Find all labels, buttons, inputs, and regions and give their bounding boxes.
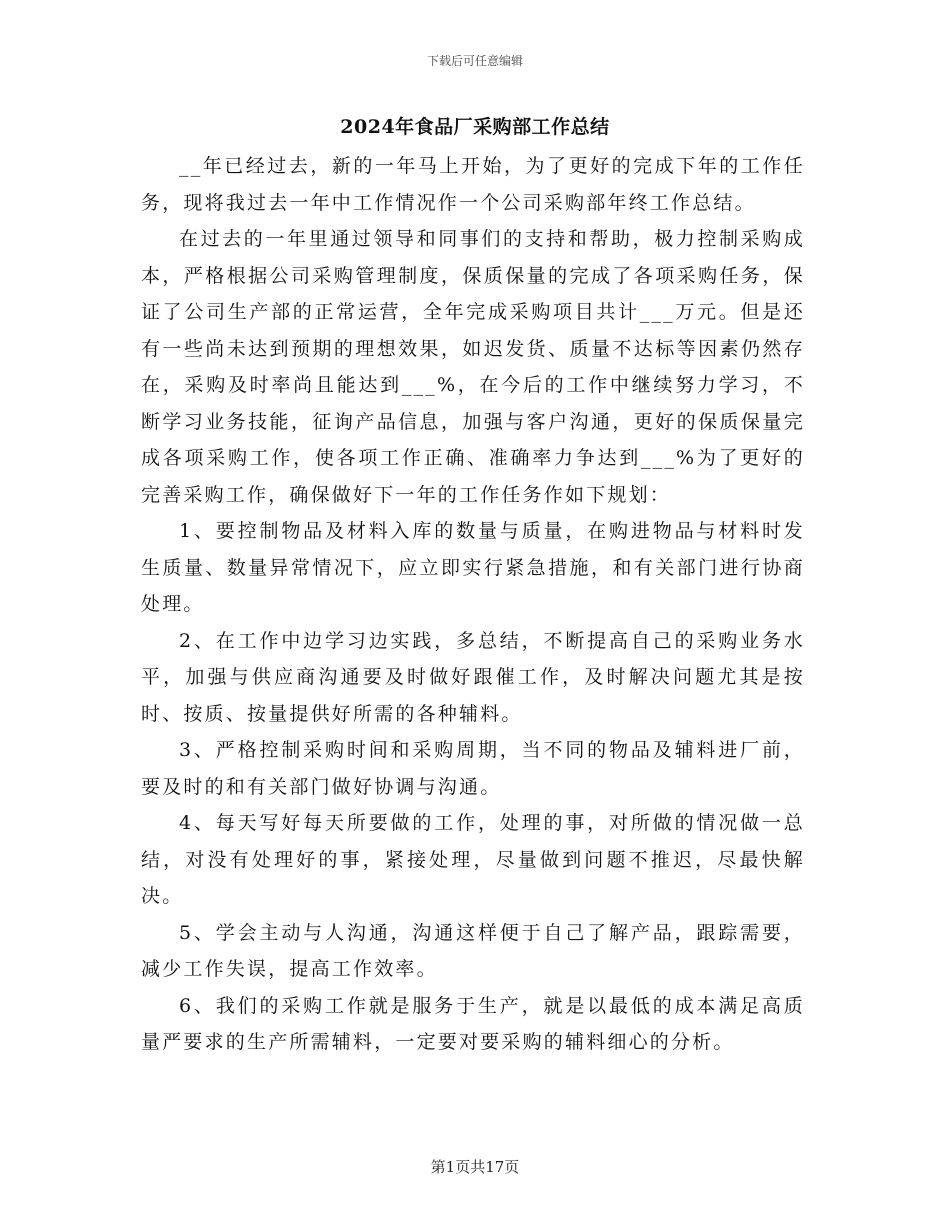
paragraph-intro: __年已经过去，新的一年马上开始，为了更好的完成下年的工作任务，现将我过去一年中工作情况作一个公司采购部年终工作总结。 bbox=[141, 155, 805, 214]
paragraph-summary: 在过去的一年里通过领导和同事们的支持和帮助，极力控制采购成本，严格根据公司采购管理制度，保质保量的完成了各项采购任务，保证了公司生产部的正常运营，全年完成采购项目共计___万元。但是还有一些尚未达到预期的理想效果，如迟发货、质量不达标等因素仍然存在，采购及时率尚且能达到___%，在今后的工作中继续努力学习，不断学习业务技能，征询产品信息，加强与客户沟通，更好的保质保量完成各项采购工作，使各项工作正确、准确率力争达到___%为了更好的完善采购工作，确保做好下一年的工作任务作如下规划： bbox=[141, 228, 805, 506]
paragraph-plan-1: 1、要控制物品及材料入库的数量与质量，在购进物品与材料时发生质量、数量异常情况下，应立即实行紧急措施，和有关部门进行协商处理。 bbox=[141, 520, 805, 615]
paragraph-plan-2: 2、在工作中边学习边实践，多总结，不断提高自己的采购业务水平，加强与供应商沟通要及时做好跟催工作，及时解决问题尤其是按时、按质、按量提供好所需的各种辅料。 bbox=[141, 629, 805, 725]
paragraph-plan-3: 3、严格控制采购时间和采购周期，当不同的物品及辅料进厂前，要及时的和有关部门做好协调与沟通。 bbox=[141, 739, 805, 798]
page-title: 2024年食品厂采购部工作总结 bbox=[340, 116, 610, 138]
paragraph-plan-6: 6、我们的采购工作就是服务于生产，就是以最低的成本满足高质量严要求的生产所需辅料，一定要对要采购的辅料细心的分析。 bbox=[141, 994, 805, 1053]
document-body bbox=[141, 148, 805, 1061]
page-number: 第1页共17页 bbox=[430, 1158, 520, 1176]
paragraph-plan-4: 4、每天写好每天所要做的工作，处理的事，对所做的情况做一总结，对没有处理好的事，紧接处理，尽量做到问题不推迟，尽最快解决。 bbox=[141, 812, 805, 907]
header-note: 下载后可任意编辑 bbox=[426, 54, 523, 68]
paragraph-plan-5: 5、学会主动与人沟通，沟通这样便于自己了解产品，跟踪需要，减少工作失误，提高工作效率。 bbox=[141, 921, 805, 980]
